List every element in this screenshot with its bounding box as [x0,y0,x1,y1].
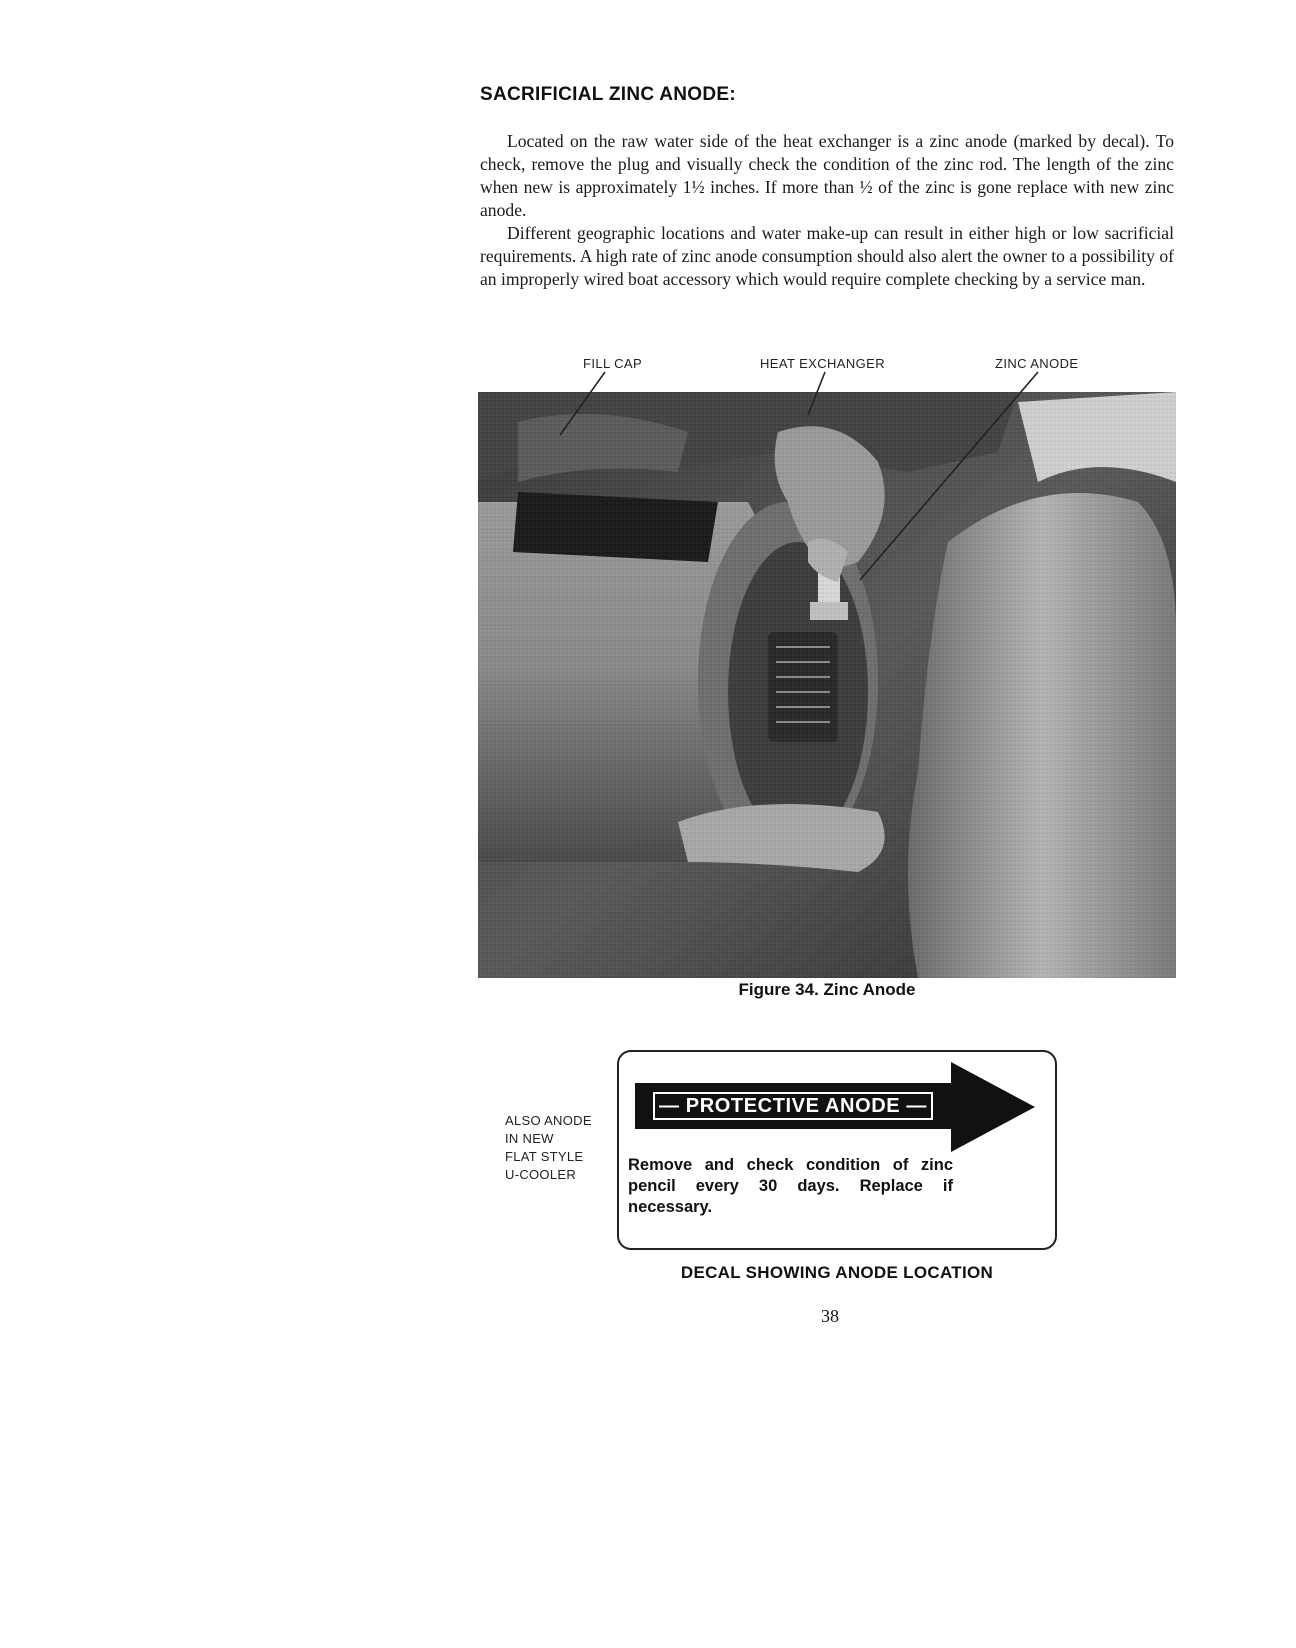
decal-caption: DECAL SHOWING ANODE LOCATION [680,1263,994,1282]
callout-zinc-anode: ZINC ANODE [995,356,1079,371]
side-label-line: U-COOLER [505,1167,577,1182]
decal-side-label [505,1112,615,1184]
decal-banner [635,1083,951,1129]
decal-instructions: Remove and check condition of zinc pencil every 30 days. Replace if necessary. [628,1156,953,1216]
arrow-right-icon [951,1062,1035,1152]
body-text [480,130,1174,291]
paragraph-2: Different geographic locations and water make-up can result in either high or low sacrificial requirements. A high rate of zinc anode consumption should also alert the owner to a possibility of an improperly wired boat accessory which would require complete checking by a service man. [480,223,1174,289]
paragraph-1: Located on the raw water side of the heat exchanger is a zinc anode (marked by decal). To check, remove the plug and visually check the condition of the zinc rod. The length of the zinc when new is approximately 1½ inches. If more than ½ of the zinc is gone replace with new zinc anode. [480,131,1174,220]
page-number: 38 [821,1306,839,1326]
callout-heat-exchanger: HEAT EXCHANGER [760,356,886,371]
callout-fill-cap: FILL CAP [583,356,643,371]
figure-caption: Figure 34. Zinc Anode [738,980,916,999]
zinc-anode-photo [478,392,1176,978]
decal-banner-text: — PROTECTIVE ANODE — [653,1092,933,1120]
side-label-line: FLAT STYLE [505,1149,584,1164]
section-heading: SACRIFICIAL ZINC ANODE: [480,84,737,105]
side-label-line: IN NEW [505,1131,554,1146]
side-label-line: ALSO ANODE [505,1113,592,1128]
